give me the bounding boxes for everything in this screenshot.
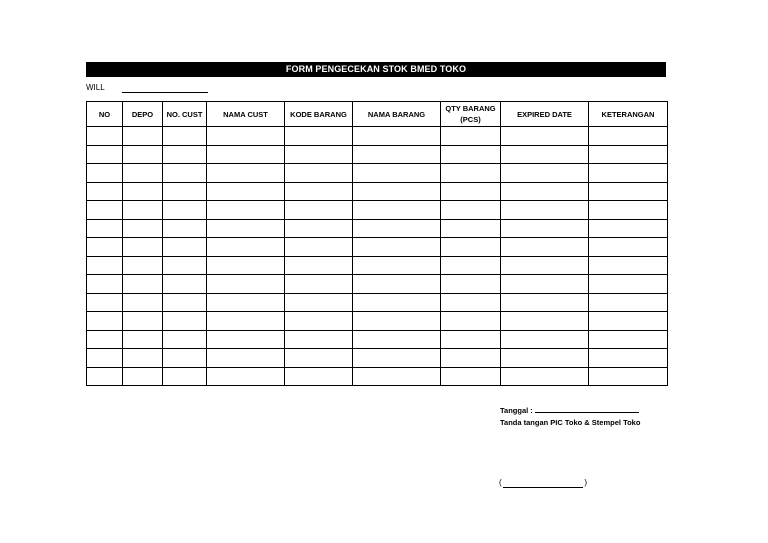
tanggal-label: Tanggal : [500, 406, 533, 415]
cell-nama-cust[interactable] [207, 201, 285, 220]
cell-kode-barang[interactable] [285, 164, 353, 183]
table-row [87, 256, 668, 275]
cell-no[interactable] [87, 164, 123, 183]
cell-no[interactable] [87, 367, 123, 386]
cell-keterangan[interactable] [589, 367, 668, 386]
header-qty-line2: (PCS) [460, 115, 481, 124]
cell-keterangan[interactable] [589, 330, 668, 349]
cell-nama-cust[interactable] [207, 330, 285, 349]
header-no-cust: NO. CUST [163, 102, 207, 127]
cell-kode-barang[interactable] [285, 330, 353, 349]
cell-kode-barang[interactable] [285, 182, 353, 201]
cell-no[interactable] [87, 145, 123, 164]
cell-expired-date[interactable] [501, 219, 589, 238]
table-row [87, 164, 668, 183]
stock-check-table [86, 101, 668, 386]
cell-keterangan[interactable] [589, 127, 668, 146]
header-no: NO [87, 102, 123, 127]
cell-kode-barang[interactable] [285, 127, 353, 146]
cell-depo[interactable] [123, 312, 163, 331]
cell-nama-cust[interactable] [207, 367, 285, 386]
will-field[interactable] [122, 92, 208, 93]
cell-expired-date[interactable] [501, 182, 589, 201]
paren-left: ( [499, 478, 502, 487]
signature-label: Tanda tangan PIC Toko & Stempel Toko [500, 418, 641, 427]
cell-nama-barang[interactable] [353, 164, 441, 183]
cell-expired-date[interactable] [501, 145, 589, 164]
cell-keterangan[interactable] [589, 293, 668, 312]
form-title: FORM PENGECEKAN STOK BMED TOKO [86, 62, 666, 77]
cell-qty-barang[interactable] [441, 367, 501, 386]
cell-no-cust[interactable] [163, 367, 207, 386]
cell-kode-barang[interactable] [285, 256, 353, 275]
header-nama-cust: NAMA CUST [207, 102, 285, 127]
table-row [87, 238, 668, 257]
cell-depo[interactable] [123, 182, 163, 201]
cell-kode-barang[interactable] [285, 293, 353, 312]
cell-nama-cust[interactable] [207, 312, 285, 331]
cell-no-cust[interactable] [163, 182, 207, 201]
cell-nama-cust[interactable] [207, 219, 285, 238]
cell-qty-barang[interactable] [441, 164, 501, 183]
cell-no-cust[interactable] [163, 127, 207, 146]
table-row [87, 349, 668, 368]
header-expired-date: EXPIRED DATE [501, 102, 589, 127]
cell-qty-barang[interactable] [441, 312, 501, 331]
cell-qty-barang[interactable] [441, 293, 501, 312]
cell-kode-barang[interactable] [285, 349, 353, 368]
cell-expired-date[interactable] [501, 201, 589, 220]
cell-no[interactable] [87, 127, 123, 146]
cell-expired-date[interactable] [501, 275, 589, 294]
cell-no-cust[interactable] [163, 238, 207, 257]
cell-nama-barang[interactable] [353, 145, 441, 164]
table-row [87, 330, 668, 349]
cell-nama-barang[interactable] [353, 201, 441, 220]
signature-block [500, 404, 640, 428]
header-qty-barang [441, 102, 501, 127]
cell-nama-barang[interactable] [353, 367, 441, 386]
cell-expired-date[interactable] [501, 312, 589, 331]
cell-keterangan[interactable] [589, 349, 668, 368]
cell-nama-barang[interactable] [353, 127, 441, 146]
cell-keterangan[interactable] [589, 238, 668, 257]
cell-nama-cust[interactable] [207, 256, 285, 275]
cell-no[interactable] [87, 349, 123, 368]
tanggal-field[interactable] [535, 412, 639, 413]
cell-depo[interactable] [123, 349, 163, 368]
cell-nama-barang[interactable] [353, 312, 441, 331]
tanggal-row [500, 404, 640, 415]
table-row [87, 219, 668, 238]
cell-qty-barang[interactable] [441, 330, 501, 349]
cell-kode-barang[interactable] [285, 145, 353, 164]
header-qty-line1: QTY BARANG [445, 104, 496, 113]
cell-expired-date[interactable] [501, 367, 589, 386]
cell-nama-cust[interactable] [207, 238, 285, 257]
cell-no-cust[interactable] [163, 275, 207, 294]
cell-depo[interactable] [123, 293, 163, 312]
table-row [87, 201, 668, 220]
cell-qty-barang[interactable] [441, 145, 501, 164]
cell-qty-barang[interactable] [441, 238, 501, 257]
cell-kode-barang[interactable] [285, 312, 353, 331]
cell-no[interactable] [87, 182, 123, 201]
cell-nama-cust[interactable] [207, 275, 285, 294]
header-keterangan: KETERANGAN [589, 102, 668, 127]
cell-depo[interactable] [123, 127, 163, 146]
cell-kode-barang[interactable] [285, 201, 353, 220]
cell-expired-date[interactable] [501, 127, 589, 146]
cell-keterangan[interactable] [589, 201, 668, 220]
cell-qty-barang[interactable] [441, 182, 501, 201]
cell-keterangan[interactable] [589, 145, 668, 164]
cell-depo[interactable] [123, 201, 163, 220]
cell-nama-cust[interactable] [207, 127, 285, 146]
cell-depo[interactable] [123, 367, 163, 386]
header-depo: DEPO [123, 102, 163, 127]
cell-no[interactable] [87, 256, 123, 275]
cell-no[interactable] [87, 330, 123, 349]
cell-depo[interactable] [123, 256, 163, 275]
table-row [87, 127, 668, 146]
table-body [87, 127, 668, 386]
cell-no-cust[interactable] [163, 145, 207, 164]
cell-nama-cust[interactable] [207, 145, 285, 164]
cell-no-cust[interactable] [163, 219, 207, 238]
cell-keterangan[interactable] [589, 312, 668, 331]
cell-qty-barang[interactable] [441, 127, 501, 146]
cell-keterangan[interactable] [589, 219, 668, 238]
cell-nama-barang[interactable] [353, 238, 441, 257]
cell-qty-barang[interactable] [441, 219, 501, 238]
cell-nama-barang[interactable] [353, 293, 441, 312]
cell-qty-barang[interactable] [441, 201, 501, 220]
cell-qty-barang[interactable] [441, 275, 501, 294]
cell-nama-barang[interactable] [353, 275, 441, 294]
cell-no-cust[interactable] [163, 256, 207, 275]
cell-keterangan[interactable] [589, 256, 668, 275]
cell-nama-cust[interactable] [207, 182, 285, 201]
cell-no[interactable] [87, 293, 123, 312]
cell-depo[interactable] [123, 275, 163, 294]
cell-no-cust[interactable] [163, 293, 207, 312]
header-nama-barang: NAMA BARANG [353, 102, 441, 127]
cell-nama-barang[interactable] [353, 256, 441, 275]
cell-kode-barang[interactable] [285, 238, 353, 257]
cell-nama-cust[interactable] [207, 293, 285, 312]
cell-no-cust[interactable] [163, 201, 207, 220]
paren-right: ) [584, 478, 587, 487]
cell-nama-barang[interactable] [353, 349, 441, 368]
cell-expired-date[interactable] [501, 349, 589, 368]
cell-qty-barang[interactable] [441, 256, 501, 275]
header-kode-barang: KODE BARANG [285, 102, 353, 127]
cell-no-cust[interactable] [163, 349, 207, 368]
cell-expired-date[interactable] [501, 330, 589, 349]
cell-depo[interactable] [123, 145, 163, 164]
cell-keterangan[interactable] [589, 275, 668, 294]
table-row [87, 145, 668, 164]
cell-nama-barang[interactable] [353, 182, 441, 201]
table-row [87, 312, 668, 331]
cell-expired-date[interactable] [501, 238, 589, 257]
cell-nama-cust[interactable] [207, 164, 285, 183]
cell-no[interactable] [87, 201, 123, 220]
cell-expired-date[interactable] [501, 293, 589, 312]
cell-kode-barang[interactable] [285, 367, 353, 386]
table-row [87, 182, 668, 201]
cell-keterangan[interactable] [589, 164, 668, 183]
cell-kode-barang[interactable] [285, 219, 353, 238]
table-row [87, 293, 668, 312]
cell-nama-cust[interactable] [207, 349, 285, 368]
cell-expired-date[interactable] [501, 256, 589, 275]
cell-no[interactable] [87, 219, 123, 238]
cell-no-cust[interactable] [163, 312, 207, 331]
cell-no-cust[interactable] [163, 164, 207, 183]
cell-expired-date[interactable] [501, 164, 589, 183]
cell-depo[interactable] [123, 238, 163, 257]
table-row [87, 367, 668, 386]
cell-no[interactable] [87, 312, 123, 331]
cell-nama-barang[interactable] [353, 330, 441, 349]
cell-qty-barang[interactable] [441, 349, 501, 368]
will-label: WILL [86, 83, 105, 92]
cell-no[interactable] [87, 238, 123, 257]
table-header-row [87, 102, 668, 127]
table-row [87, 275, 668, 294]
cell-depo[interactable] [123, 164, 163, 183]
cell-no[interactable] [87, 275, 123, 294]
signature-name-field[interactable] [499, 478, 587, 488]
cell-keterangan[interactable] [589, 182, 668, 201]
cell-kode-barang[interactable] [285, 275, 353, 294]
cell-nama-barang[interactable] [353, 219, 441, 238]
cell-no-cust[interactable] [163, 330, 207, 349]
cell-depo[interactable] [123, 330, 163, 349]
signature-line [503, 487, 583, 488]
cell-depo[interactable] [123, 219, 163, 238]
